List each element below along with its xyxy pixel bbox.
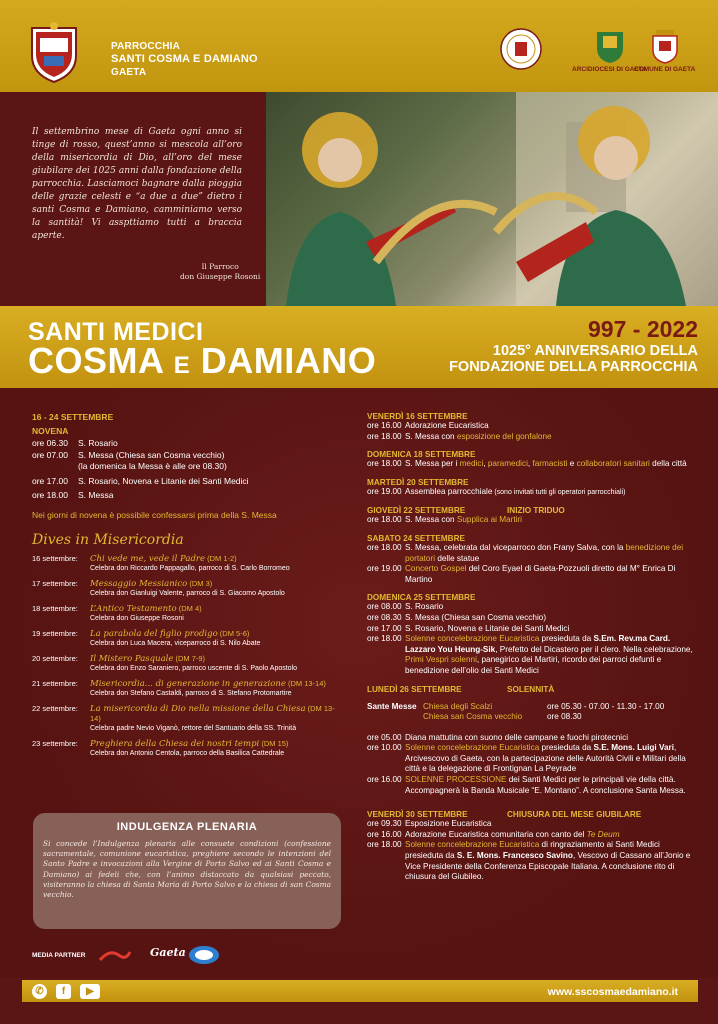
event-desc: S. Rosario, Novena e Litanie dei Santi Medici [405, 623, 570, 633]
dives-item [32, 739, 342, 759]
dives-celebrant: Celebra don Giuseppe Rosoni [90, 614, 184, 622]
dives-theme: La misericordia di Dio nella missione della Chiesa [90, 703, 306, 714]
dives-celebrant: Celebra don Antonio Centola, parroco della Basilica Cattedrale [90, 749, 285, 757]
event-time: ore 18.00 [367, 634, 402, 644]
municipality-seal [634, 28, 695, 73]
anniversary-subtitle [449, 343, 698, 375]
event-highlight: Supplica ai Martiri [456, 515, 522, 525]
signature-role: Il Parroco [201, 262, 239, 271]
event-desc: e [567, 459, 577, 469]
event-time: ore 19.00 [367, 486, 402, 496]
municipality-label: COMUNE DI GAETA [634, 66, 696, 73]
event-sun25 [367, 593, 697, 676]
event-desc: Assemblea parrocchiale [405, 486, 493, 496]
event-row [367, 515, 697, 526]
event-time: ore 08.00 [367, 602, 402, 612]
dives-ref: (DM 5-6) [217, 628, 250, 638]
event-fri30 [367, 810, 697, 883]
novena-label: NOVENA [32, 426, 69, 436]
event-desc: Esposizione Eucaristica [405, 819, 492, 829]
dives-theme: Chi vede me, vede il Padre [90, 553, 205, 564]
church-name: Chiesa san Cosma vecchio [423, 712, 523, 722]
event-desc: presieduta da [539, 634, 594, 644]
masses-times [547, 702, 664, 723]
event-row [367, 743, 697, 775]
dives-item [32, 704, 342, 734]
dives-celebrant: Celebra don Luca Macera, viceparroco di S. Nilo Abate [90, 639, 261, 647]
event-time: ore 16.00 [367, 775, 402, 785]
novena-event: S. Messa [78, 490, 114, 500]
novena-event: (la domenica la Messa è alle ore 08.30) [78, 461, 227, 471]
anniversary-line2: FONDAZIONE DELLA PARROCCHIA [449, 359, 698, 375]
event-highlight: medici [459, 459, 484, 469]
dives-theme: Messaggio Messianico [90, 578, 188, 589]
dives-date: 23 settembre: [32, 738, 78, 748]
dives-celebrant: Celebra don Gianluigi Valente, parroco di S. Giacomo Apostolo [90, 589, 285, 597]
website-link[interactable]: www.sscosmaedamiano.it [547, 986, 678, 998]
indulgence-title: INDULGENZA PLENARIA [116, 821, 258, 833]
event-sun18 [367, 450, 697, 470]
event-row [367, 432, 697, 443]
dives-theme: Il Mistero Pasquale [90, 653, 174, 664]
novena-time: ore 07.00 [32, 449, 68, 460]
title-damiano: DAMIANO [200, 340, 377, 381]
saints-statues-photo [266, 92, 718, 306]
event-highlight: Te Deum [586, 829, 620, 839]
dives-date: 17 settembre: [32, 578, 78, 588]
mass-times: ore 08.30 [547, 712, 582, 722]
event-row [367, 487, 697, 499]
event-highlight: Concerto Gospel [405, 564, 467, 574]
event-highlight: farmacisti [532, 459, 568, 469]
event-celebrant: S.Em. Rev.ma Card. Lazzaro You Heung-Sik [405, 634, 671, 654]
dives-celebrant: Celebra don Riccardo Pappagallo, parroco di S. Carlo Borromeo [90, 564, 290, 572]
event-highlight: benedizione dei portatori [405, 542, 684, 563]
event-celebrant: S.E. Mons. Luigi Vari [593, 743, 674, 753]
event-desc: di ringraziamento ai Santi Medici presieduta da [405, 840, 660, 861]
dives-date: 18 settembre: [32, 603, 78, 613]
event-date-label: VENERDÌ 30 SETTEMBRE [367, 810, 468, 820]
event-time: ore 16.00 [367, 829, 402, 839]
novena-row [32, 438, 342, 450]
dives-celebrant: Celebra padre Nevio Viganò, rettore del Santuario della SS. Trinità [90, 724, 297, 732]
event-date [367, 685, 697, 694]
event-time: ore 18.00 [367, 840, 402, 850]
event-highlight: Solenne concelebrazione Eucaristica [405, 634, 540, 644]
novena-time: ore 17.00 [32, 475, 68, 486]
dives-ref: (DM 13-14) [285, 678, 326, 688]
event-desc: , Vescovo di Cassano all’Jonio e Vice Presidente della Conferenza Episcopale Italiana. A conclusione rito di chiusura del Giubileo. [405, 851, 691, 882]
intro-message: Il settembrino mese di Gaeta ogni anno si tinge di rosso, quest’anno si mescola all’oro della misericordia di Dio, all’oro del mese giubilare dei 1025 anni dalla fondazione della parrocchia. Lasciamoci bagnare dalla pioggia delle grazie celesti e “a due a due” dietro i santi Cosma e Damiano, camminiamo verso la santità! Vi asspttiamo tutti a braccia aperte. [32, 127, 242, 241]
dives-ref: (DM 7-9) [173, 653, 206, 663]
dives-item [32, 579, 342, 599]
anniversary-seal [500, 28, 542, 72]
event-date: MARTEDÌ 20 SETTEMBRE [367, 477, 469, 487]
dives-celebrant: Celebra don Enzo Saraniero, parroco uscente di S. Paolo Apostolo [90, 664, 298, 672]
whatsapp-icon[interactable]: ✆ [32, 984, 47, 999]
event-row [367, 775, 697, 796]
event-time: ore 05.00 [367, 732, 402, 742]
dives-item [32, 654, 342, 674]
dives-item [32, 604, 342, 624]
parish-name [111, 40, 258, 79]
partner-logo-3 [188, 945, 220, 965]
anniversary-years: 997 - 2022 [588, 316, 698, 342]
event-date: DOMENICA 18 SETTEMBRE [367, 450, 476, 460]
dives-list [32, 554, 342, 759]
title-cosma-damiano [28, 340, 376, 382]
novena-time: ore 18.00 [32, 490, 68, 500]
partner-logo-1 [98, 946, 132, 964]
event-occasion: SOLENNITÀ [507, 684, 555, 694]
event-occasion: INIZIO TRIDUO [507, 506, 565, 516]
event-row [367, 543, 697, 564]
event-time: ore 08.30 [367, 612, 402, 622]
anniversary-line1: 1025° ANNIVERSARIO DELLA [492, 343, 698, 359]
novena-time [32, 461, 78, 473]
event-highlight: paramedici [487, 459, 528, 469]
event-time: ore 19.00 [367, 564, 402, 574]
event-desc: , [483, 459, 488, 469]
event-desc: S. Messa (Chiesa san Cosma vecchio) [405, 612, 547, 622]
event-desc: della città [649, 459, 687, 469]
event-highlight: Primi Vespri solenni [405, 655, 477, 665]
indulgence-text: Si concede l’Indulgenza plenaria alle consuete condizioni (confessione sacramentale, comunione eucaristica, preghiere secondo le intenzioni del Santo Padre e invocazioni alla Vergine di Porto Salvo ed ai Santi Cosma e Damiano) ai fedeli che, con l’animo distaccato da qualsiasi peccato, visiteranno la chiesa di Santa Maria di Porto Salvo e la chiesa di san Cosma vecchio. [43, 839, 331, 900]
event-fri16 [367, 412, 697, 442]
event-date-label: LUNEDÌ 26 SETTEMBRE [367, 684, 462, 694]
dives-celebrant: Celebra don Stefano Castaldi, parroco di S. Stefano Protomartire [90, 689, 292, 697]
event-row [367, 624, 697, 635]
event-note: (sono invitati tutti gli operatori parrocchiali) [492, 488, 626, 496]
municipality-crest-icon [648, 28, 682, 64]
dives-theme: L’Antico Testamento [90, 603, 177, 614]
event-row [367, 830, 697, 841]
dives-theme: La parabola del figlio prodigo [90, 628, 218, 639]
dives-item [32, 679, 342, 699]
event-row [367, 602, 697, 613]
dives-theme: Preghiera della Chiesa dei nostri tempi [90, 738, 260, 749]
title-e: E [173, 352, 191, 379]
title-saints-medici: SANTI MEDICI [28, 318, 204, 346]
event-time: ore 10.00 [367, 743, 402, 753]
right-column [367, 412, 697, 891]
archdiocese-label: ARCIDIOCESI DI GAETA [572, 66, 647, 73]
archdiocese-crest-icon [593, 28, 627, 64]
event-desc: dei Santi Medici per le principali vie della città. Accompagnerà la Banda Musicale “E. Montano”. A conclusione Santa Messa. [405, 775, 686, 795]
event-row [367, 840, 697, 882]
event-date [367, 506, 697, 515]
event-time: ore 18.00 [367, 431, 402, 441]
title-cosma: COSMA [28, 340, 164, 381]
saints-illustration [266, 92, 718, 306]
event-desc: Adorazione Eucaristica [405, 421, 489, 430]
event-desc: , Prefetto del Dicastero per il clero. Nella celebrazione, [495, 644, 693, 654]
novena-event: S. Messa (Chiesa san Cosma vecchio) [78, 449, 225, 460]
anniversary-seal-icon [500, 28, 542, 70]
event-mon26 [367, 685, 697, 797]
event-desc: presieduta da [539, 743, 594, 753]
novena-row [32, 490, 342, 502]
masses-label: Sante Messe [367, 701, 417, 711]
event-row [367, 613, 697, 624]
dives-ref: (DM 4) [176, 603, 202, 613]
novena-row [32, 476, 342, 488]
masses-churches [423, 702, 547, 723]
novena-row [32, 450, 342, 462]
dives-date: 21 settembre: [32, 678, 78, 688]
event-highlight: SOLENNE PROCESSIONE [405, 775, 507, 785]
dives-ref: (DM 13-14) [90, 703, 335, 723]
parish-city: GAETA [111, 67, 147, 78]
event-desc: S. Messa per i [405, 459, 460, 469]
event-time: ore 17.00 [367, 623, 402, 633]
facebook-icon[interactable]: f [56, 984, 71, 999]
youtube-icon[interactable]: ▶ [80, 984, 100, 999]
left-column [32, 412, 342, 764]
event-tue20 [367, 478, 697, 499]
media-partner-label: MEDIA PARTNER [32, 952, 86, 959]
event-time: ore 16.00 [367, 421, 402, 430]
dives-date: 20 settembre: [32, 653, 78, 663]
event-row [367, 819, 697, 830]
parish-crest-logo [28, 22, 80, 84]
novena-time: ore 06.30 [32, 438, 68, 448]
partner-logo-2: Gaeta [150, 946, 186, 959]
dives-theme: Misericordia... di generazione in generazione [90, 678, 286, 689]
novena-event: S. Rosario, Novena e Litanie dei Santi Medici [78, 475, 249, 486]
dives-title: Dives in Misericordia [32, 531, 184, 548]
event-celebrant: S. E. Mons. Francesco Savino [456, 851, 573, 861]
event-row [367, 634, 697, 676]
event-occasion: CHIUSURA DEL MESE GIUBILARE [507, 810, 642, 820]
event-desc: Adorazione Eucaristica comunitaria con canto del [405, 829, 587, 839]
event-time: ore 18.00 [367, 459, 402, 469]
event-desc: S. Messa con [405, 515, 457, 525]
event-highlight: collaboratori sanitari [576, 459, 650, 469]
event-desc: Diana mattutina con suono delle campane e fuochi pirotecnici [405, 732, 629, 742]
novena-schedule [32, 438, 342, 502]
indulgence-box [33, 813, 341, 929]
dives-item [32, 554, 342, 574]
dives-ref: (DM 3) [187, 578, 213, 588]
event-desc: S. Rosario [405, 602, 444, 612]
event-date: SABATO 24 SETTEMBRE [367, 533, 465, 543]
event-date: DOMENICA 25 SETTEMBRE [367, 593, 476, 603]
novena-note: Nei giorni di novena è possibile confessarsi prima della S. Messa [32, 509, 277, 520]
event-thu22 [367, 506, 697, 526]
novena-dates: 16 - 24 SETTEMBRE [32, 412, 114, 422]
event-date-label: GIOVEDÌ 22 SETTEMBRE [367, 506, 466, 516]
intro-signature [180, 262, 260, 282]
event-highlight: Solenne concelebrazione Eucaristica [405, 743, 540, 753]
dives-date: 22 settembre: [32, 703, 78, 713]
church-name: Chiesa degli Scalzi [423, 701, 493, 711]
parish-title: SANTI COSMA E DAMIANO [111, 53, 258, 65]
novena-row [32, 461, 342, 473]
event-time: ore 18.00 [367, 515, 402, 525]
dives-date: 19 settembre: [32, 628, 78, 638]
event-desc: , [527, 459, 533, 469]
event-desc: S. Messa con [405, 431, 457, 441]
event-desc: S. Messa, celebrata dal viceparroco don Frany Salva, con la [405, 542, 626, 552]
parish-label: PARROCCHIA [111, 41, 181, 52]
dives-ref: (DM 1-2) [204, 553, 237, 563]
event-highlight: Solenne concelebrazione Eucaristica [405, 840, 540, 850]
dives-item [32, 629, 342, 649]
dives-date: 16 settembre: [32, 553, 78, 563]
event-desc: del Coro Eyael di Gaeta-Pozzuoli diretto dal M° Enrica Di Martino [405, 564, 676, 584]
novena-event: S. Rosario [78, 438, 118, 448]
event-desc: , panegirico dei Martiri, ricordo dei parroci defunti e benedizione dell’olio dei Santi Medici [405, 655, 662, 675]
event-desc: , Arcivescovo di Gaeta, con la partecipazione delle Autorità Civili e Militari della città e la delegazione di Frontignan La Peyrade [405, 743, 686, 774]
event-row [367, 459, 697, 470]
masses-row [367, 702, 697, 723]
event-date [367, 810, 697, 819]
event-sat24 [367, 534, 697, 585]
signature-name: don Giuseppe Rosoni [180, 272, 261, 281]
event-desc: delle statue [435, 553, 480, 563]
event-row [367, 733, 697, 744]
event-time: ore 18.00 [367, 542, 402, 552]
mass-times: ore 05.30 - 07.00 - 11.30 - 17.00 [547, 701, 665, 711]
event-highlight: esposizione del gonfalone [456, 431, 552, 441]
event-date: VENERDÌ 16 SETTEMBRE [367, 412, 468, 421]
dives-ref: (DM 15) [259, 738, 289, 748]
event-row [367, 421, 697, 432]
event-row [367, 564, 697, 585]
event-time: ore 09.30 [367, 819, 402, 829]
